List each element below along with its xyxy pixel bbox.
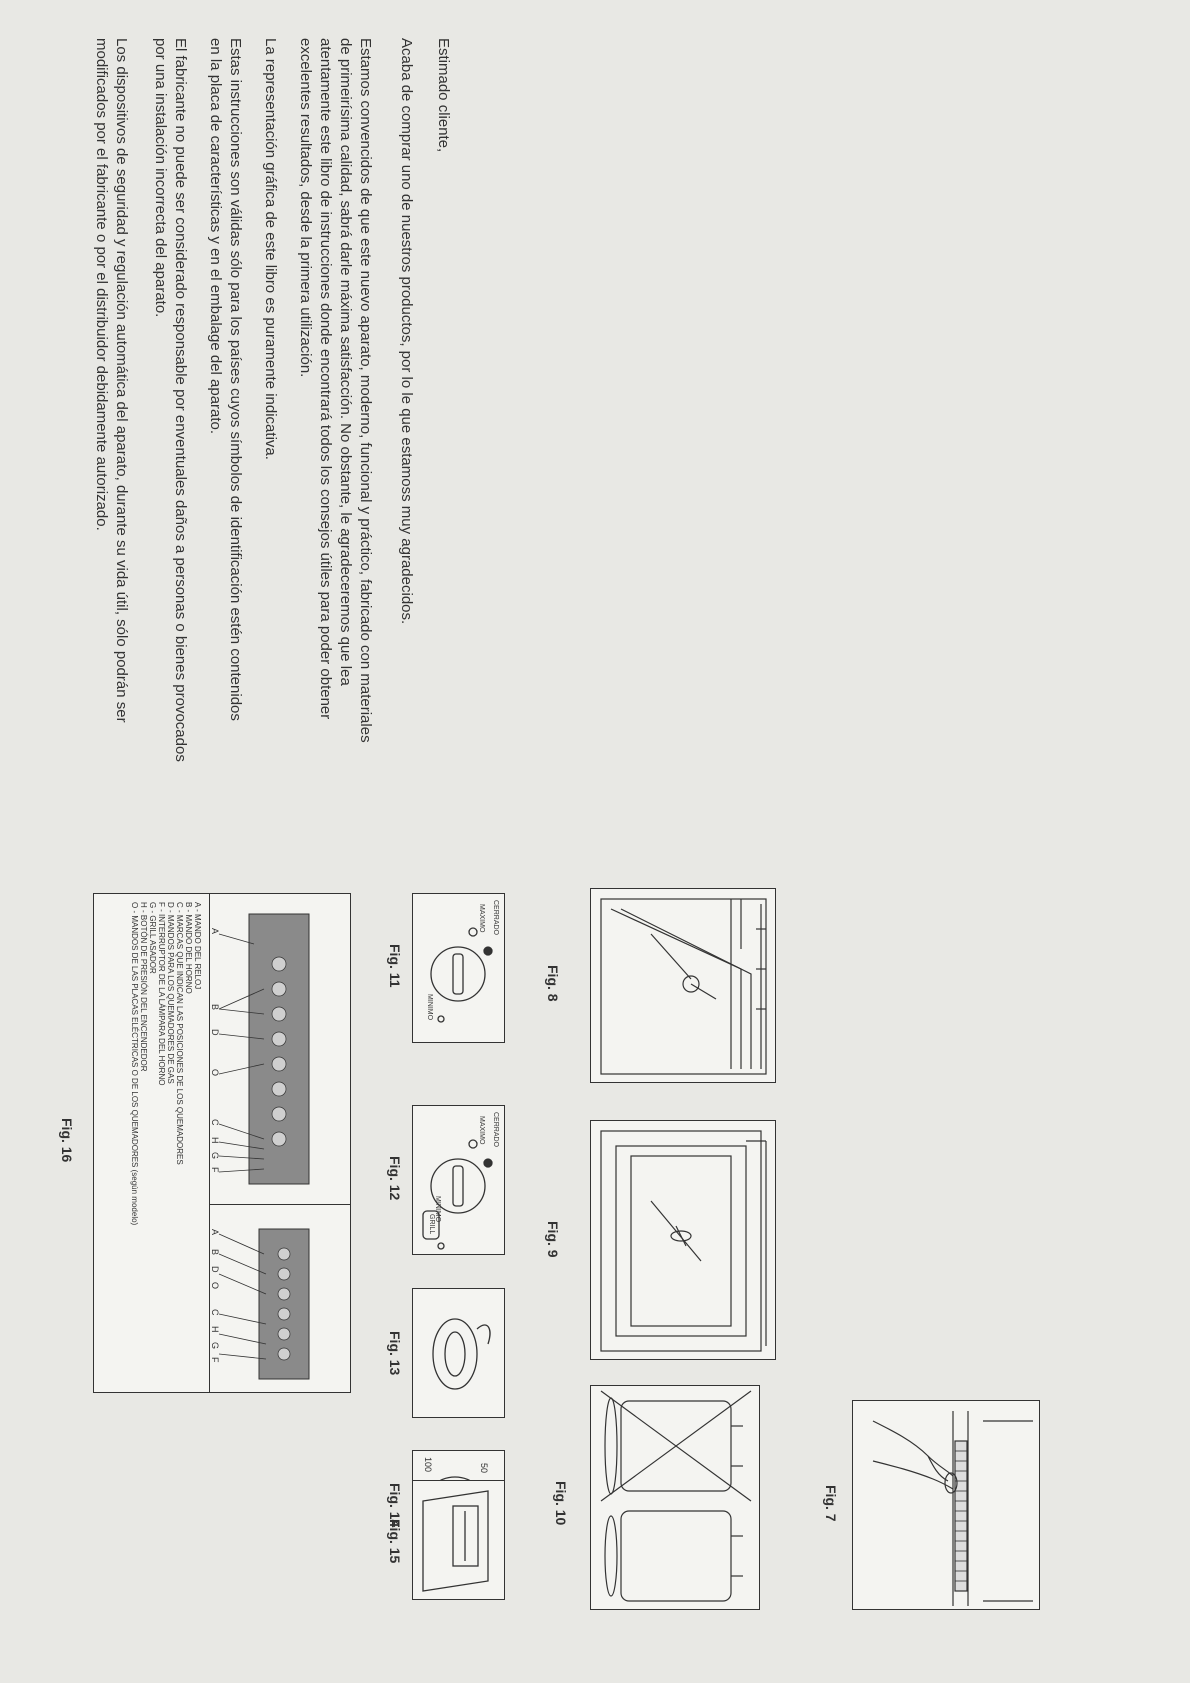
figure-13 <box>387 1288 505 1418</box>
knob-maximo-label: MAXIMO <box>478 1116 485 1145</box>
legend-item: C - MARCAS QUE INDICAN LAS POSICIONES DE LOS QUEMADORES <box>175 902 184 1165</box>
figure-14-label: Fig. 14 <box>387 1483 403 1528</box>
figure-12 <box>387 1105 505 1255</box>
knob-minimo-label: MINIMO <box>434 1196 441 1223</box>
panel-letter: G <box>210 1152 220 1160</box>
panel-letter: B <box>210 1249 220 1256</box>
legend-item: F - INTERRUPTOR DE LA LÁMPARA DEL HORNO <box>157 902 166 1086</box>
thermostat-100: 100 <box>423 1457 433 1473</box>
paragraph-3-line-2: en la placa de características y en el embalage del aparato. <box>207 38 224 435</box>
paragraph-4-line-1: El fabricante no puede ser considerado responsable por enventuales daños a personas o bienes provocados <box>172 38 189 762</box>
figure-9-label: Fig. 9 <box>545 1221 561 1258</box>
panel-letter: F <box>210 1357 220 1363</box>
paragraph-3-line-1: Estas instrucciones son válidas sólo para los países cuyos símbolos de identificación estén contenidos <box>227 38 244 721</box>
figure-10 <box>553 1385 760 1610</box>
figure-8 <box>545 888 776 1083</box>
paragraph-1-line-4: excelentes resultados, desde la primera utilización. <box>297 38 314 378</box>
knob-cerrado-label: CERRADO <box>492 1112 499 1148</box>
legend-item: B - MANDO DEL HORNO <box>184 902 193 994</box>
panel-letter: C <box>210 1119 220 1126</box>
greeting: Estimado cliente, <box>435 38 452 153</box>
figure-8-label: Fig. 8 <box>545 965 561 1002</box>
figure-7-label: Fig. 7 <box>823 1485 839 1522</box>
legend-item: O - MANDOS DE LAS PLACAS ELÉCTRICAS O DE LOS QUEMADORES (según modelo) <box>130 902 139 1226</box>
paragraph-5-line-1: Los dispositivos de seguridad y regulación automática del aparato, durante su vida útil, sólo podrán ser <box>113 38 130 723</box>
intro-paragraph: Acaba de comprar uno de nuestros productos, por lo le que estamoss muy agradecidos. <box>398 38 415 625</box>
figure-11 <box>387 893 505 1043</box>
igniter-button-illustration <box>413 1289 506 1419</box>
figure-16-label: Fig. 16 <box>59 1118 75 1163</box>
knob-maximo-label: MAXIMO <box>478 904 485 933</box>
panel-letter: D <box>210 1029 220 1036</box>
paragraph-1-line-1: Estamos convencidos de que este nuevo aparato, moderno, funcional y práctico, fabricado con materiales <box>357 38 374 743</box>
panel-letter: H <box>210 1137 220 1144</box>
paragraph-1-line-2: de primeirísima calidad, sabrá darle máxima satisfacción. No obstante, le agradeceremos que lea <box>337 38 354 686</box>
panel-letter: O <box>210 1282 220 1290</box>
panel-letter: F <box>210 1167 220 1173</box>
legend-item: G - GRILL ASADOR <box>148 902 157 974</box>
panel-letter: A <box>210 928 220 935</box>
figure-12-label: Fig. 12 <box>387 1156 403 1201</box>
panel-letter: O <box>210 1069 220 1077</box>
panel-letter: G <box>210 1342 220 1350</box>
hand-lighting-burner-illustration <box>853 1401 1041 1611</box>
figure-13-label: Fig. 13 <box>387 1331 403 1376</box>
legend-item: A - MANDO DEL RELOJ <box>193 902 202 990</box>
paragraph-5-line-2: modificados por el fabricante o por el distribuidor debidamente autorizado. <box>93 38 110 531</box>
figure-15-label: Fig. 15 <box>387 1519 403 1564</box>
figure-11-label: Fig. 11 <box>387 944 403 988</box>
oven-interior-illustration <box>591 1121 777 1361</box>
figure-7 <box>823 1400 1040 1610</box>
paragraph-4-line-2: por una instalación incorrecta del aparato. <box>152 38 169 318</box>
figure-10-label: Fig. 10 <box>553 1481 569 1526</box>
correct-pot-size-illustration <box>591 1386 761 1611</box>
thermostat-50: 50 <box>479 1463 489 1474</box>
knob-cerrado-label: CERRADO <box>492 900 499 936</box>
figure-16 <box>93 893 351 1393</box>
panel-letter: A <box>210 1229 220 1236</box>
panel-letter: B <box>210 1004 220 1011</box>
panel-letter: D <box>210 1266 220 1273</box>
panel-letter: C <box>210 1309 220 1316</box>
oven-rack-illustration <box>591 889 777 1084</box>
paragraph-2: La representación gráfica de este libro es puramente indicativa. <box>262 38 279 460</box>
knob-grill-label: GRILL <box>428 1214 435 1235</box>
knob-minimo-label: MINIMO <box>426 994 433 1021</box>
paragraph-1-line-3: atentamente este libro de instrucciones donde encontrará todos los consejos útiles para poder obtener <box>317 38 334 720</box>
panel-letter: H <box>210 1326 220 1333</box>
legend-item: H - BOTÓN DE PRESIÓN DEL ENCENDEDOR <box>139 902 148 1072</box>
legend-item: D - MANDOS PARA LOS QUEMADORES DE GAS <box>166 902 175 1084</box>
oven-door-illustration <box>413 1481 506 1601</box>
figure-9 <box>545 1120 776 1360</box>
